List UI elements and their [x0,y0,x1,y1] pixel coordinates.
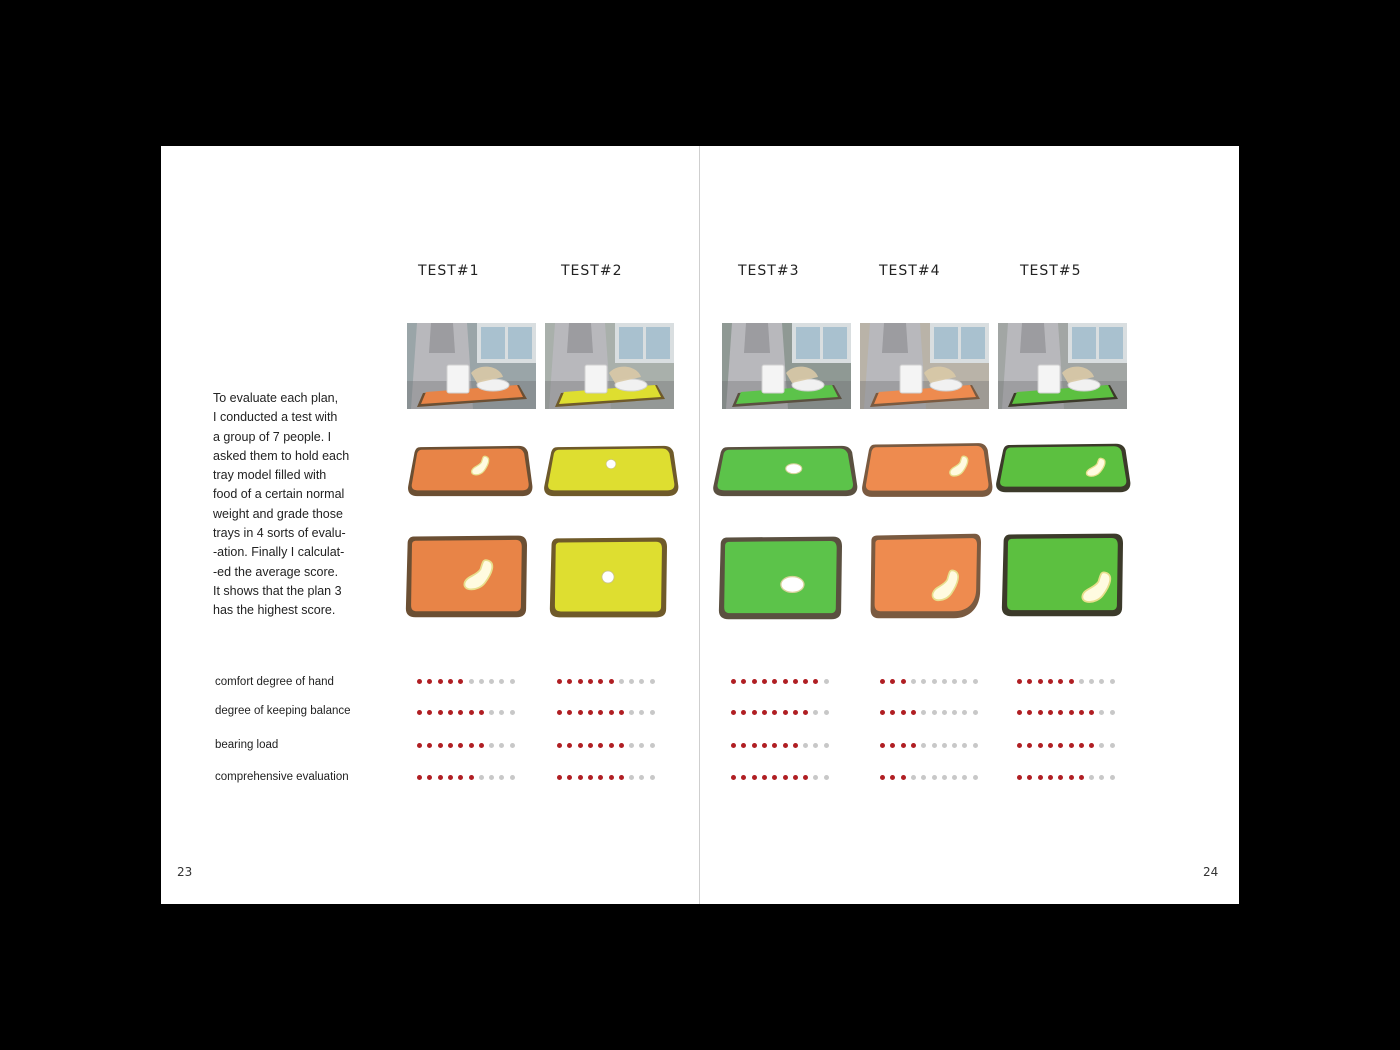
score-row-test3-criterion4 [731,775,834,783]
score-dot-empty [1110,743,1115,748]
score-dot-filled [469,710,474,715]
score-dot-empty [650,743,655,748]
score-dot-empty [1089,679,1094,684]
score-dot-filled [438,679,443,684]
score-dot-empty [469,679,474,684]
test-title-3: TEST#3 [738,263,800,279]
score-dot-filled [880,743,885,748]
score-dot-filled [793,775,798,780]
score-dot-filled [598,679,603,684]
score-dot-filled [567,743,572,748]
score-dot-empty [973,775,978,780]
score-dot-filled [783,743,788,748]
score-dot-filled [1027,679,1032,684]
score-dot-filled [578,710,583,715]
score-dot-filled [427,710,432,715]
intro-paragraph: To evaluate each plan, I conducted a test with a group of 7 people. I asked them to hold each tray model filled with food of a certain normal weight and grade those trays in 4 sorts of evalu- -ation. Finally I calculat- -ed the average score. It shows that the plan 3 has the highest score. [213,391,350,618]
score-dot-filled [741,710,746,715]
score-dot-empty [499,710,504,715]
score-dot-empty [489,679,494,684]
score-dot-empty [639,775,644,780]
score-dot-filled [880,775,885,780]
score-dot-filled [438,710,443,715]
score-dot-filled [741,775,746,780]
score-dot-filled [1079,775,1084,780]
score-dot-empty [952,775,957,780]
score-dot-filled [890,710,895,715]
score-dot-empty [962,743,967,748]
score-dot-filled [417,775,422,780]
score-dot-filled [1058,743,1063,748]
score-dot-filled [1038,679,1043,684]
page-number-left: 23 [177,865,193,879]
score-dot-filled [427,743,432,748]
score-dot-filled [911,743,916,748]
score-dot-empty [942,775,947,780]
score-dot-filled [619,710,624,715]
score-dot-filled [588,679,593,684]
score-dot-filled [448,775,453,780]
score-dot-filled [458,679,463,684]
score-dot-filled [901,679,906,684]
score-dot-filled [458,743,463,748]
score-dot-empty [1079,679,1084,684]
score-dot-filled [783,775,788,780]
score-dot-filled [448,679,453,684]
tray-top-5 [1001,531,1123,618]
score-row-test4-criterion4 [880,775,983,783]
score-dot-filled [578,679,583,684]
score-row-test2-criterion2 [557,710,660,718]
score-dot-filled [1017,679,1022,684]
score-dot-filled [803,775,808,780]
score-dot-filled [880,710,885,715]
score-dot-empty [942,743,947,748]
score-dot-empty [1110,710,1115,715]
score-dot-filled [458,710,463,715]
score-dot-filled [427,775,432,780]
score-dot-empty [911,775,916,780]
score-dot-filled [417,743,422,748]
score-dot-empty [921,679,926,684]
score-dot-filled [1058,679,1063,684]
booklet-spread [161,146,1239,904]
test-title-4: TEST#4 [879,263,941,279]
criterion-label-2: degree of keeping balance [215,705,351,717]
score-dot-filled [1048,710,1053,715]
score-dot-filled [752,679,757,684]
tray-perspective-3 [712,442,858,500]
score-dot-empty [952,743,957,748]
score-dot-empty [629,743,634,748]
score-dot-filled [1048,743,1053,748]
score-dot-empty [962,710,967,715]
score-dot-filled [567,710,572,715]
score-dot-filled [1069,775,1074,780]
score-dot-filled [609,775,614,780]
score-dot-filled [1017,743,1022,748]
score-dot-filled [619,743,624,748]
score-dot-empty [803,743,808,748]
score-dot-empty [499,775,504,780]
score-dot-filled [1038,743,1043,748]
score-dot-filled [890,743,895,748]
score-dot-filled [1017,775,1022,780]
test-title-5: TEST#5 [1020,263,1082,279]
score-dot-filled [438,775,443,780]
score-dot-filled [772,775,777,780]
score-dot-empty [639,679,644,684]
score-dot-filled [752,743,757,748]
score-dot-filled [598,710,603,715]
score-dot-filled [741,679,746,684]
score-row-test1-criterion1 [417,679,520,687]
criterion-label-4: comprehensive evaluation [215,771,349,783]
score-dot-empty [973,679,978,684]
score-dot-empty [824,775,829,780]
score-dot-filled [417,679,422,684]
score-dot-filled [880,679,885,684]
criterion-label-1: comfort degree of hand [215,676,334,688]
score-dot-filled [793,679,798,684]
score-dot-filled [479,743,484,748]
score-dot-filled [438,743,443,748]
score-dot-filled [588,743,593,748]
score-dot-filled [731,743,736,748]
score-dot-empty [510,710,515,715]
score-dot-filled [609,743,614,748]
score-dot-filled [901,710,906,715]
score-row-test4-criterion1 [880,679,983,687]
score-dot-empty [650,710,655,715]
score-dot-empty [629,679,634,684]
score-dot-filled [1048,775,1053,780]
score-dot-empty [952,710,957,715]
score-dot-filled [1038,710,1043,715]
score-dot-filled [1089,710,1094,715]
score-row-test5-criterion4 [1017,775,1120,783]
score-dot-filled [469,743,474,748]
score-dot-filled [752,775,757,780]
score-dot-empty [1099,775,1104,780]
score-dot-filled [1027,775,1032,780]
criterion-label-3: bearing load [215,739,279,751]
score-row-test5-criterion1 [1017,679,1120,687]
score-dot-empty [629,775,634,780]
score-dot-filled [1079,710,1084,715]
score-dot-empty [813,775,818,780]
score-dot-filled [783,710,788,715]
score-dot-filled [813,679,818,684]
score-dot-empty [952,679,957,684]
score-dot-filled [741,743,746,748]
score-dot-filled [1058,775,1063,780]
score-dot-empty [824,710,829,715]
tray-perspective-4 [861,439,993,501]
tray-top-3 [718,534,842,621]
score-row-test4-criterion2 [880,710,983,718]
score-dot-filled [448,743,453,748]
score-dot-filled [762,679,767,684]
score-dot-filled [762,743,767,748]
score-dot-filled [557,743,562,748]
score-dot-filled [1079,743,1084,748]
score-dot-filled [609,679,614,684]
score-dot-empty [639,710,644,715]
score-row-test1-criterion2 [417,710,520,718]
score-dot-filled [458,775,463,780]
tray-top-4 [869,532,981,620]
score-dot-filled [901,743,906,748]
score-dot-filled [890,775,895,780]
score-dot-empty [932,775,937,780]
score-row-test5-criterion3 [1017,743,1120,751]
score-dot-empty [619,679,624,684]
score-dot-filled [1027,743,1032,748]
score-dot-empty [499,743,504,748]
score-row-test2-criterion4 [557,775,660,783]
score-dot-filled [772,679,777,684]
score-dot-empty [639,743,644,748]
score-dot-filled [578,743,583,748]
score-dot-filled [567,679,572,684]
score-dot-empty [813,743,818,748]
score-dot-filled [1069,710,1074,715]
test-title-2: TEST#2 [561,263,623,279]
score-dot-empty [921,710,926,715]
score-row-test3-criterion3 [731,743,834,751]
score-dot-empty [932,679,937,684]
tray-perspective-1 [407,442,533,500]
score-dot-empty [813,710,818,715]
test-photo-2 [545,323,674,409]
score-row-test3-criterion1 [731,679,834,687]
score-dot-empty [510,743,515,748]
score-dot-filled [557,775,562,780]
score-dot-filled [731,679,736,684]
test-title-1: TEST#1 [418,263,480,279]
score-row-test3-criterion2 [731,710,834,718]
score-dot-filled [793,710,798,715]
score-dot-empty [932,743,937,748]
score-dot-empty [1110,679,1115,684]
score-dot-empty [973,710,978,715]
score-dot-empty [1089,775,1094,780]
score-dot-empty [962,679,967,684]
score-dot-filled [588,775,593,780]
score-dot-filled [803,679,808,684]
score-row-test4-criterion3 [880,743,983,751]
score-dot-empty [479,679,484,684]
score-dot-filled [1017,710,1022,715]
tray-top-2 [549,535,667,619]
score-row-test2-criterion3 [557,743,660,751]
score-dot-filled [1058,710,1063,715]
score-dot-empty [479,775,484,780]
test-photo-1 [407,323,536,409]
score-dot-filled [762,775,767,780]
score-dot-filled [762,710,767,715]
page-number-right: 24 [1203,865,1219,879]
score-dot-filled [1069,679,1074,684]
score-dot-empty [510,679,515,684]
test-photo-3 [722,323,851,409]
score-dot-empty [921,775,926,780]
score-dot-filled [731,775,736,780]
score-dot-filled [448,710,453,715]
score-dot-empty [510,775,515,780]
score-dot-filled [1048,679,1053,684]
score-dot-empty [499,679,504,684]
score-dot-empty [932,710,937,715]
score-dot-filled [783,679,788,684]
score-dot-empty [650,775,655,780]
score-dot-empty [1099,743,1104,748]
score-dot-filled [557,710,562,715]
score-dot-filled [772,710,777,715]
score-row-test2-criterion1 [557,679,660,687]
score-dot-filled [609,710,614,715]
score-dot-empty [973,743,978,748]
score-dot-empty [1110,775,1115,780]
tray-perspective-5 [995,440,1131,496]
score-dot-filled [772,743,777,748]
score-dot-empty [911,679,916,684]
score-dot-filled [469,775,474,780]
score-dot-filled [803,710,808,715]
score-dot-empty [824,743,829,748]
score-dot-empty [1099,679,1104,684]
score-dot-empty [1099,710,1104,715]
score-dot-filled [578,775,583,780]
score-dot-filled [890,679,895,684]
score-dot-filled [598,775,603,780]
score-dot-filled [557,679,562,684]
score-dot-filled [1038,775,1043,780]
score-dot-empty [489,775,494,780]
score-dot-filled [1089,743,1094,748]
score-dot-empty [629,710,634,715]
score-dot-filled [752,710,757,715]
score-dot-filled [619,775,624,780]
score-dot-filled [901,775,906,780]
tray-top-1 [405,533,527,619]
score-dot-filled [588,710,593,715]
score-dot-empty [962,775,967,780]
score-dot-empty [921,743,926,748]
test-photo-4 [860,323,989,409]
test-photo-5 [998,323,1127,409]
score-dot-empty [489,743,494,748]
score-dot-filled [567,775,572,780]
score-dot-filled [793,743,798,748]
score-dot-empty [650,679,655,684]
score-row-test1-criterion4 [417,775,520,783]
score-dot-filled [1069,743,1074,748]
tray-perspective-2 [543,442,679,500]
score-dot-empty [942,679,947,684]
score-dot-empty [489,710,494,715]
page-gutter [699,146,700,904]
score-dot-filled [1027,710,1032,715]
score-dot-empty [942,710,947,715]
score-dot-filled [427,679,432,684]
score-row-test5-criterion2 [1017,710,1120,718]
score-dot-filled [731,710,736,715]
score-row-test1-criterion3 [417,743,520,751]
score-dot-empty [824,679,829,684]
score-dot-filled [598,743,603,748]
score-dot-filled [911,710,916,715]
score-dot-filled [417,710,422,715]
score-dot-filled [479,710,484,715]
